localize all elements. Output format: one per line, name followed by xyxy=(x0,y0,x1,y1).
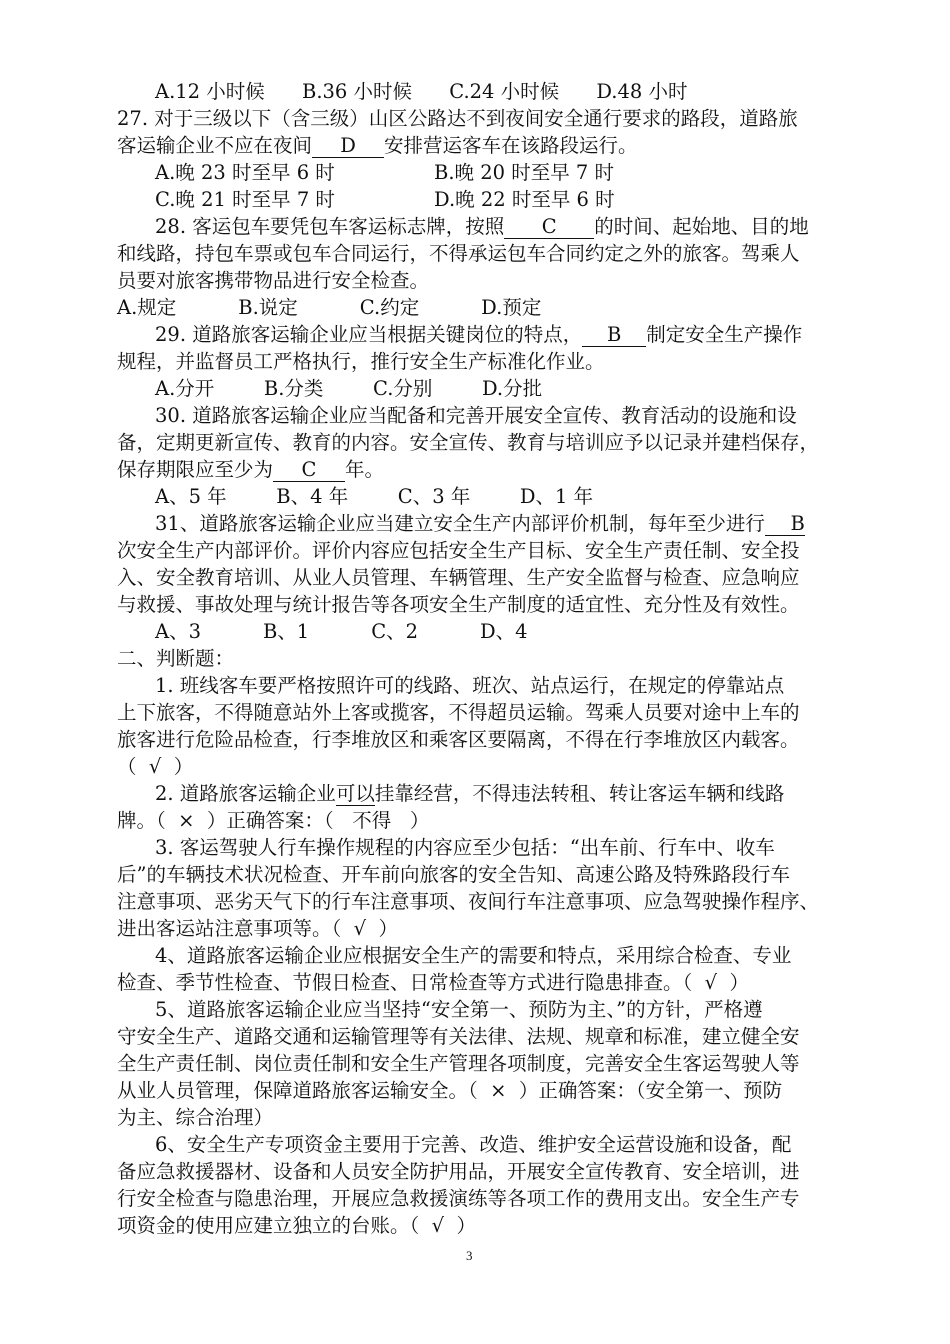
j2-line1: 2. 道路旅客运输企业可以挂靠经营，不得违法转租、转让客运车辆和线路 xyxy=(155,782,785,805)
q31-answer-blank: B xyxy=(765,513,805,536)
j6-line2: 备应急救援器材、设备和人员安全防护用品，开展安全宣传教育、安全培训，进 xyxy=(117,1160,800,1183)
j6-line3: 行安全检查与隐患治理，开展应急救援演练等各项工作的费用支出。安全生产专 xyxy=(117,1187,800,1210)
q27-option-d: D.晚 22 时至早 6 时 xyxy=(434,188,615,211)
q28-line3: 员要对旅客携带物品进行安全检查。 xyxy=(117,269,430,292)
j1-line1: 1. 班线客车要严格按照许可的线路、班次、站点运行，在规定的停靠站点 xyxy=(155,674,785,697)
q27-option-b: B.晚 20 时至早 7 时 xyxy=(434,161,615,184)
q31-line4: 与救援、事故处理与统计报告等各项安全生产制度的适宜性、充分性及有效性。 xyxy=(117,593,800,616)
q28-options: A.规定 B.说定 C.约定 D.预定 xyxy=(117,296,542,319)
q26-options: A.12 小时候 B.36 小时候 C.24 小时候 D.48 小时 xyxy=(155,80,688,103)
j5-line4: 从业人员管理，保障道路旅客运输安全。（ × ）正确答案：（安全第一、预防 xyxy=(117,1079,783,1102)
q29-answer-blank: B xyxy=(582,324,646,347)
q27-answer-blank: D xyxy=(312,135,384,158)
j1-line3: 旅客进行危险品检查，行李堆放区和乘客区要隔离，不得在行李堆放区内载客。 xyxy=(117,728,800,751)
j6-line4: 项资金的使用应建立独立的台账。（ √ ） xyxy=(117,1214,476,1237)
q31-line1: 31、道路旅客运输企业应当建立安全生产内部评价机制，每年至少进行 B xyxy=(155,512,805,535)
q28-line2: 和线路，持包车票或包车合同运行，不得承运包车合同约定之外的旅客。驾乘人 xyxy=(117,242,800,265)
q31-line3: 入、安全教育培训、从业人员管理、车辆管理、生产安全监督与检查、应急响应 xyxy=(117,566,800,589)
q28-answer-blank: C xyxy=(504,216,594,239)
j2-underlined-phrase: 可以 xyxy=(335,782,375,805)
j5-line1: 5、道路旅客运输企业应当坚持“安全第一、预防为主、”的方针，严格遵 xyxy=(155,998,763,1021)
j5-line2: 守安全生产、道路交通和运输管理等有关法律、法规、规章和标准，建立健全安 xyxy=(117,1025,800,1048)
q31-line2: 次安全生产内部评价。评价内容应包括安全生产目标、安全生产责任制、安全投 xyxy=(117,539,800,562)
q30-line1: 30. 道路旅客运输企业应当配备和完善开展安全宣传、教育活动的设施和设 xyxy=(155,404,797,427)
q30-answer-blank: C xyxy=(273,459,345,482)
q27-line1: 27. 对于三级以下（含三级）山区公路达不到夜间安全通行要求的路段，道路旅 xyxy=(117,107,798,130)
j3-line1: 3. 客运驾驶人行车操作规程的内容应至少包括：“出车前、行车中、收车 xyxy=(155,836,775,859)
j6-line1: 6、安全生产专项资金主要用于完善、改造、维护安全运营设施和设备，配 xyxy=(155,1133,792,1156)
j4-line1: 4、道路旅客运输企业应根据安全生产的需要和特点，采用综合检查、专业 xyxy=(155,944,792,967)
q27-line2: 客运输企业不应在夜间 D 安排营运客车在该路段运行。 xyxy=(117,134,638,157)
j1-line2: 上下旅客，不得随意站外上客或揽客，不得超员运输。驾乘人员要对途中上车的 xyxy=(117,701,800,724)
j3-line2: 后”的车辆技术状况检查、开车前向旅客的安全告知、高速公路及特殊路段行车 xyxy=(117,863,790,886)
q30-options: A、5 年 B、4 年 C、3 年 D、1 年 xyxy=(155,485,594,508)
q27-option-c: C.晚 21 时至早 7 时 xyxy=(155,188,335,211)
page-number: 3 xyxy=(466,1248,473,1263)
j1-line4: （ √ ） xyxy=(117,755,194,778)
j5-line3: 全生产责任制、岗位责任制和安全生产管理各项制度，完善安全生客运驾驶人等 xyxy=(117,1052,800,1075)
j4-line2: 检查、季节性检查、节假日检查、日常检查等方式进行隐患排查。（ √ ） xyxy=(117,971,749,994)
j5-line5: 为主、综合治理） xyxy=(117,1106,274,1129)
q30-line2: 备，定期更新宣传、教育的内容。安全宣传、教育与培训应予以记录并建档保存， xyxy=(117,431,820,454)
q28-line1: 28. 客运包车要凭包车客运标志牌，按照 C 的时间、起始地、目的地 xyxy=(155,215,809,238)
q29-line1: 29. 道路旅客运输企业应当根据关键岗位的特点， B 制定安全生产操作 xyxy=(155,323,803,346)
q29-options: A.分开 B.分类 C.分别 D.分批 xyxy=(155,377,543,400)
q27-option-a: A.晚 23 时至早 6 时 xyxy=(155,161,335,184)
j3-line4: 进出客运站注意事项等。（ √ ） xyxy=(117,917,398,940)
j2-line2: 牌。（ × ）正确答案：（ 不得 ） xyxy=(117,809,430,832)
section-title: 二、判断题： xyxy=(117,647,235,670)
q29-line2: 规程，并监督员工严格执行，推行安全生产标准化作业。 xyxy=(117,350,605,373)
j3-line3: 注意事项、恶劣天气下的行车注意事项、夜间行车注意事项、应急驾驶操作程序、 xyxy=(117,890,820,913)
q31-options: A、3 B、1 C、2 D、4 xyxy=(155,620,528,643)
q30-line3: 保存期限应至少为 C 年。 xyxy=(117,458,385,481)
